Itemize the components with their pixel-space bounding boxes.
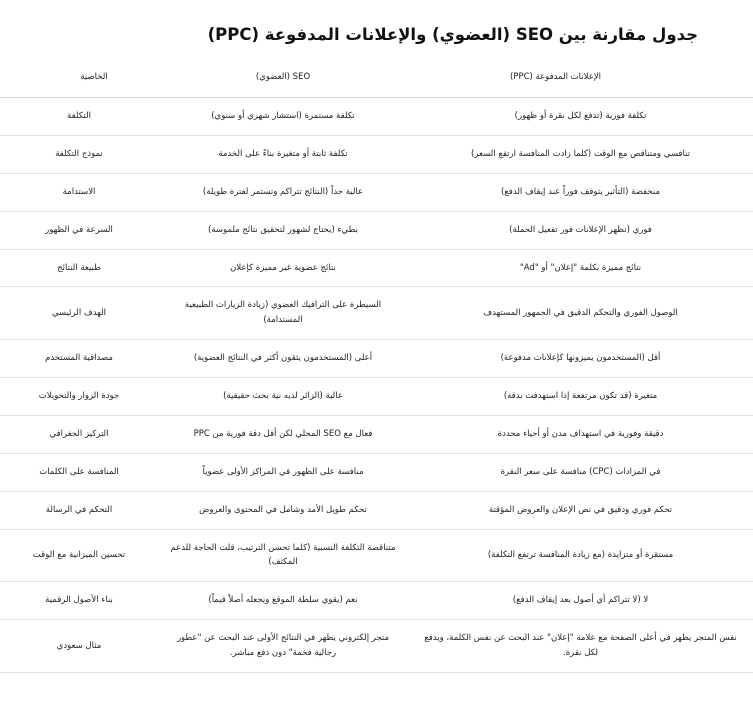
- table-row: [0, 211, 753, 249]
- table-row: [0, 249, 753, 287]
- cell-ppc: تحكم فوري ودقيق في نص الإعلان والعروض المؤقتة: [408, 491, 753, 529]
- column-header-feature: الخاصية: [80, 71, 108, 82]
- cell-feature: بناء الأصول الرقمية: [0, 582, 158, 620]
- table-row: [0, 582, 753, 620]
- cell-ppc: تنافسي ومتناقص مع الوقت (كلما زادت المنافسة ارتفع السعر): [408, 135, 753, 173]
- cell-seo: عالية (الزائر لديه نية بحث حقيقية): [158, 378, 408, 416]
- cell-seo: بطيء (يحتاج لشهور لتحقيق نتائج ملموسة): [158, 211, 408, 249]
- cell-ppc: فوري (تظهر الإعلانات فور تفعيل الحملة): [408, 211, 753, 249]
- table-row: [0, 287, 753, 340]
- cell-seo: تكلفة مستمرة (استشار شهري أو سنوي): [158, 98, 408, 136]
- cell-ppc: منخفضة (التأثير يتوقف فوراً عند إيقاف الدفع): [408, 173, 753, 211]
- cell-feature: مثال سعودي: [0, 620, 158, 673]
- cell-seo: منافسة على الظهور في المراكز الأولى عضوياً: [158, 453, 408, 491]
- cell-feature: التركيز الجغرافي: [0, 415, 158, 453]
- cell-seo: السيطرة على الترافيك العضوي (زيادة الزيارات الطبيعية المستدامة): [158, 287, 408, 340]
- cell-feature: نموذج التكلفة: [0, 135, 158, 173]
- table-header-row: [0, 65, 753, 98]
- cell-seo: عالية جداً (النتائج تتراكم وتستمر لفترة طويلة): [158, 173, 408, 211]
- cell-feature: تحسين الميزانية مع الوقت: [0, 529, 158, 582]
- cell-seo: متجر إلكتروني يظهر في النتائج الأولى عند البحث عن "عطور رجالية فخمة" دون دفع مباشر.: [158, 620, 408, 673]
- cell-ppc: مستقرة أو متزايدة (مع زيادة المنافسة ترتفع التكلفة): [408, 529, 753, 582]
- table-row: [0, 173, 753, 211]
- cell-feature: جودة الزوار والتحويلات: [0, 378, 158, 416]
- cell-feature: المنافسة على الكلمات: [0, 453, 158, 491]
- document-page: [0, 11, 753, 673]
- column-header-seo: SEO (العضوي): [255, 71, 311, 82]
- cell-seo: فعال مع SEO المحلي لكن أقل دقة فورية من PPC: [158, 415, 408, 453]
- cell-ppc: متغيرة (قد تكون مرتفعة إذا استهدفت بدقة): [408, 378, 753, 416]
- page-title: جدول مقارنة بين SEO (العضوي) والإعلانات المدفوعة (PPC): [207, 25, 698, 45]
- table-row: [0, 135, 753, 173]
- cell-feature: مصداقية المستخدم: [0, 340, 158, 378]
- table-header: [0, 65, 753, 98]
- table-row: [0, 453, 753, 491]
- cell-ppc: أقل (المستخدمون يميزونها كإعلانات مدفوعة): [408, 340, 753, 378]
- cell-feature: التحكم في الرسالة: [0, 491, 158, 529]
- cell-ppc: لا (لا تتراكم أي أصول بعد إيقاف الدفع): [408, 582, 753, 620]
- cell-ppc: تكلفة فورية (تدفع لكل نقرة أو ظهور): [408, 98, 753, 136]
- table-row: [0, 415, 753, 453]
- cell-seo: متناقصة التكلفة النسبية (كلما تحسن الترتيب، قلت الحاجة للدعم المكثف): [158, 529, 408, 582]
- cell-ppc: الوصول الفوري والتحكم الدقيق في الجمهور المستهدف: [408, 287, 753, 340]
- cell-ppc: دقيقة وفورية في استهداف مدن أو أحياء محددة: [408, 415, 753, 453]
- cell-feature: الاستدامة: [0, 173, 158, 211]
- cell-ppc: في المزادات (CPC) منافسة على سعر النقرة: [408, 453, 753, 491]
- table-row: [0, 620, 753, 673]
- cell-feature: التكلفة: [0, 98, 158, 136]
- table-row: [0, 491, 753, 529]
- table-body: [0, 98, 753, 673]
- cell-feature: طبيعة النتائج: [0, 249, 158, 287]
- table-row: [0, 378, 753, 416]
- seo-vs-ppc-comparison-table: [0, 65, 753, 673]
- cell-seo: تحكم طويل الأمد وشامل في المحتوى والعروض: [158, 491, 408, 529]
- cell-seo: أعلى (المستخدمون يثقون أكثر في النتائج العضوية): [158, 340, 408, 378]
- table-row: [0, 529, 753, 582]
- table-row: [0, 340, 753, 378]
- column-header-ppc: الإعلانات المدفوعة (PPC): [510, 71, 601, 82]
- cell-feature: السرعة في الظهور: [0, 211, 158, 249]
- cell-seo: تكلفة ثابتة أو متغيرة بناءً على الخدمة: [158, 135, 408, 173]
- cell-seo: نتائج عضوية غير مميزة كإعلان: [158, 249, 408, 287]
- cell-seo: نعم (يقوي سلطة الموقع ويجعله أصلاً قيماً): [158, 582, 408, 620]
- cell-ppc: نتائج مميزة بكلمة "إعلان" أو "Ad": [408, 249, 753, 287]
- cell-ppc: نفس المتجر يظهر في أعلى الصفحة مع علامة "إعلان" عند البحث عن نفس الكلمة، ويدفع لكل نقرة.: [408, 620, 753, 673]
- table-row: [0, 98, 753, 136]
- cell-feature: الهدف الرئيسي: [0, 287, 158, 340]
